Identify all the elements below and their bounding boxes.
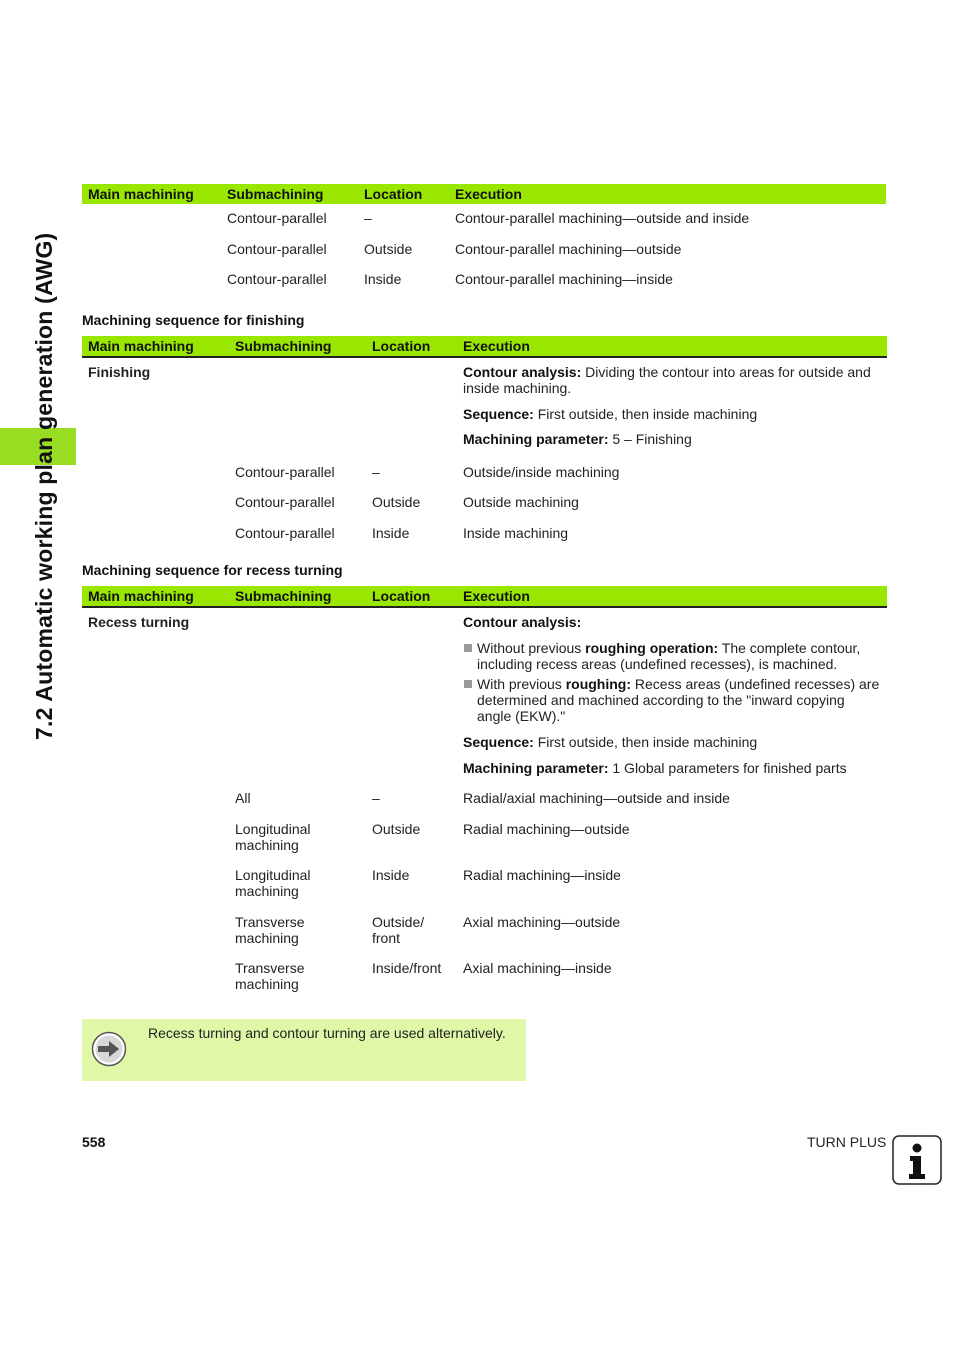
table-row [82, 908, 887, 954]
page-number: 558 [82, 1134, 106, 1150]
header-submachining: Submachining [229, 586, 366, 607]
cell-exec: Radial/axial machining—outside and inside [463, 790, 730, 806]
cell-sub: Contour-parallel [227, 241, 327, 257]
cell-loc: – [364, 210, 372, 226]
table-row [82, 487, 887, 518]
cell-sub: Contour-parallel [235, 525, 335, 541]
table-recess-turning [82, 586, 887, 994]
cell-loc: Inside/front [372, 960, 442, 976]
cell-loc: – [372, 790, 380, 806]
cell-loc: Outside [372, 821, 421, 837]
cell-sub: Transverse machining [235, 914, 305, 946]
cell-loc: Inside [372, 525, 410, 541]
note-text: Recess turning and contour turning are used alternatively. [148, 1025, 506, 1041]
arrow-right-icon [91, 1031, 127, 1067]
header-main-machining: Main machining [82, 586, 229, 607]
cell-exec: Outside/inside machining [463, 464, 620, 480]
table-row [82, 456, 887, 487]
header-execution: Execution [449, 184, 886, 204]
cell-sub: Longitudinal machining [235, 821, 311, 853]
cell-loc: Outside [372, 494, 421, 510]
header-main-machining: Main machining [82, 336, 229, 357]
table-row [82, 815, 887, 861]
list-item: With previous roughing: Recess areas (undefined recesses) are determined and machined according to the "inward copying angle (EKW)." [463, 676, 881, 734]
cell-loc: – [372, 464, 380, 480]
table-row [82, 357, 887, 456]
table-row [82, 861, 887, 908]
table-row [82, 204, 886, 235]
cell-exec-details: Contour analysis: Without previous roughing operation: The complete contour, including recess areas (undefined recesses), is machined. With previous roughing: Recess areas (undefined recesses) are determined and machined according to the "inward copying angle (EKW)." Sequence: First outside, then inside machining Machining parameter: 1 Global parameters for finished parts [463, 614, 880, 776]
cell-sub: Longitudinal machining [235, 867, 311, 899]
cell-exec: Outside machining [463, 494, 579, 510]
footer-title: TURN PLUS [807, 1134, 887, 1150]
header-location: Location [366, 336, 457, 357]
table-row [82, 518, 887, 548]
cell-exec: Contour-parallel machining—outside and inside [455, 210, 750, 226]
list-item: Without previous roughing operation: The complete contour, including recess areas (undefined recesses), is machined. [463, 640, 881, 676]
cell-main: Recess turning [88, 614, 190, 630]
table-row [82, 784, 887, 815]
cell-sub: All [235, 790, 251, 806]
table-row [82, 607, 887, 784]
header-location: Location [358, 184, 449, 204]
table-row [82, 235, 886, 265]
table-row [82, 265, 886, 295]
cell-exec: Radial machining—outside [463, 821, 630, 837]
table-contour-parallel [82, 184, 886, 295]
cell-exec: Axial machining—outside [463, 914, 621, 930]
cell-loc: Outside [364, 241, 413, 257]
cell-exec: Contour-parallel machining—inside [455, 271, 673, 287]
section-title-finishing: Machining sequence for finishing [82, 312, 305, 328]
info-icon [892, 1135, 942, 1185]
cell-exec-details: Contour analysis: Dividing the contour into areas for outside and inside machining. Sequence: First outside, then inside machining Machining parameter: 5 – Finishing [463, 364, 871, 447]
cell-sub: Transverse machining [235, 960, 305, 992]
table-row [82, 954, 887, 994]
cell-exec: Radial machining—inside [463, 867, 621, 883]
cell-sub: Contour-parallel [227, 210, 327, 226]
header-main-machining: Main machining [82, 184, 221, 204]
header-location: Location [366, 586, 457, 607]
table-finishing [82, 336, 887, 548]
cell-loc: Inside [372, 867, 410, 883]
cell-main: Finishing [88, 364, 151, 380]
cell-loc: Outside/ front [372, 914, 425, 946]
section-title-recess-turning: Machining sequence for recess turning [82, 562, 343, 578]
chapter-title: 7.2 Automatic working plan generation (AWG) [31, 232, 57, 740]
header-submachining: Submachining [229, 336, 366, 357]
header-execution: Execution [457, 586, 887, 607]
note-box [82, 1019, 526, 1081]
cell-exec: Inside machining [463, 525, 569, 541]
cell-exec: Contour-parallel machining—outside [455, 241, 682, 257]
cell-sub: Contour-parallel [227, 271, 327, 287]
cell-sub: Contour-parallel [235, 464, 335, 480]
cell-loc: Inside [364, 271, 402, 287]
cell-sub: Contour-parallel [235, 494, 335, 510]
header-execution: Execution [457, 336, 887, 357]
header-submachining: Submachining [221, 184, 358, 204]
cell-exec: Axial machining—inside [463, 960, 612, 976]
